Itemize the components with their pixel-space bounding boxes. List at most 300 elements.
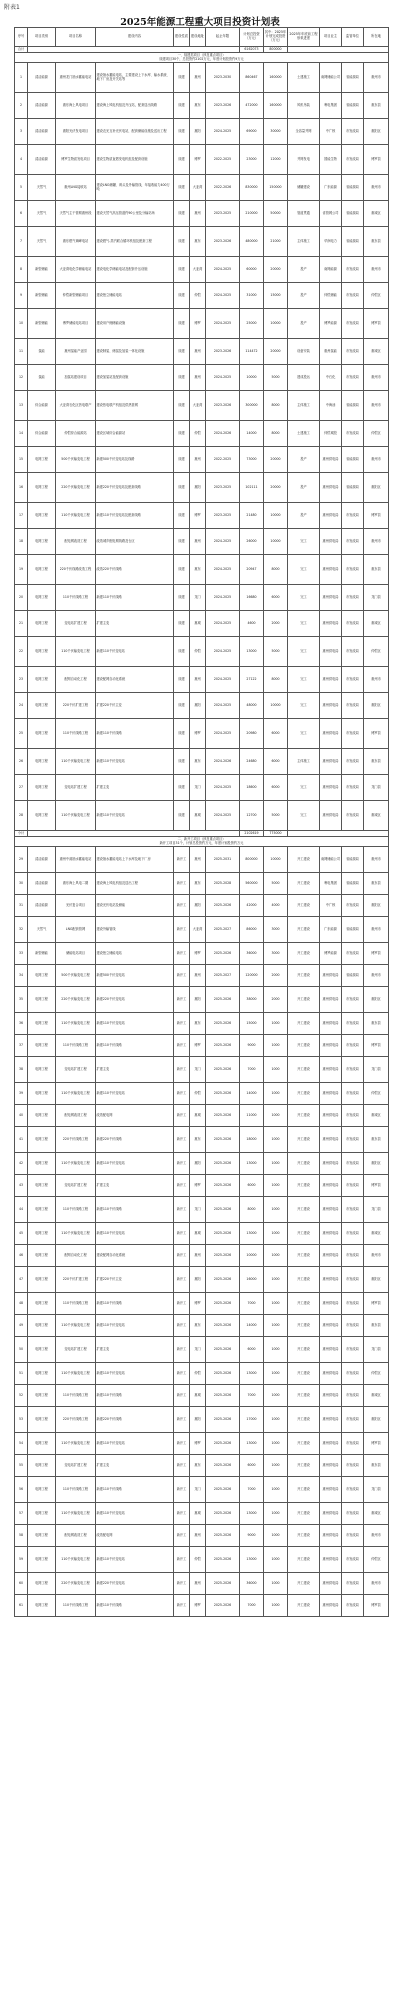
locality: 惠城区 xyxy=(364,1503,389,1525)
project-name: 变电站扩建工程 xyxy=(56,1057,96,1083)
period: 2025-2026 xyxy=(206,1127,240,1153)
construction-nature: 续建 xyxy=(174,447,190,473)
period: 2025-2026 xyxy=(206,1083,240,1105)
period: 2023-2025 xyxy=(206,201,240,227)
table-row xyxy=(15,585,389,611)
table-row xyxy=(15,1573,389,1595)
table-row xyxy=(15,555,389,585)
locality: 惠州市 xyxy=(364,365,389,391)
table-row xyxy=(15,1197,389,1223)
row-number: 59 xyxy=(15,1547,28,1573)
construction-location: 惠城 xyxy=(190,1503,206,1525)
project-owner: 惠州供电局 xyxy=(320,1337,342,1363)
period: 2025-2026 xyxy=(206,1455,240,1477)
project-owner: 惠州供电局 xyxy=(320,1197,342,1223)
project-name: 110千伏线路工程 xyxy=(56,1197,96,1223)
total-investment: 14000 xyxy=(240,1315,264,1337)
column-header: 项目名称 xyxy=(56,28,96,47)
table-row xyxy=(15,1433,389,1455)
progress-2025: 开工建设 xyxy=(288,1153,320,1175)
locality: 仲恺区 xyxy=(364,1363,389,1385)
project-name: 惠州氢能产业园 xyxy=(56,339,96,365)
project-category: 电网工程 xyxy=(28,719,56,749)
construction-nature: 续建 xyxy=(174,63,190,93)
construction-location: 惠东 xyxy=(190,93,206,119)
table-row xyxy=(15,943,389,965)
progress-2025: 完工 xyxy=(288,637,320,667)
supervising-unit: 市发改局 xyxy=(342,1013,364,1035)
project-name: 惠阳光伏发电项目 xyxy=(56,119,96,145)
construction-location: 仲恺 xyxy=(190,637,206,667)
construction-location: 博罗 xyxy=(190,1175,206,1197)
plan-2025: 1000 xyxy=(264,1477,288,1503)
construction-location: 大亚湾 xyxy=(190,391,206,421)
total-investment: 830000 xyxy=(240,175,264,201)
construction-content: 新建110千伏线路 xyxy=(96,1595,174,1617)
table-row xyxy=(15,1105,389,1127)
table-row xyxy=(15,1035,389,1057)
project-name: 变电站扩建工程 xyxy=(56,1455,96,1477)
construction-nature: 新开工 xyxy=(174,1197,190,1223)
table-row xyxy=(15,1293,389,1315)
supervising-unit: 市发改局 xyxy=(342,585,364,611)
progress-2025: 开工建设 xyxy=(288,1455,320,1477)
locality: 仲恺区 xyxy=(364,421,389,447)
supervising-unit: 市发改局 xyxy=(342,1245,364,1267)
construction-nature: 续建 xyxy=(174,257,190,283)
locality: 惠东县 xyxy=(364,555,389,585)
supervising-unit: 省能源局 xyxy=(342,873,364,895)
progress-2025: 开工建设 xyxy=(288,1105,320,1127)
row-number: 54 xyxy=(15,1433,28,1455)
progress-2025: 投产 xyxy=(288,473,320,503)
table-row xyxy=(15,667,389,693)
project-owner: 惠州供电局 xyxy=(320,719,342,749)
plan-2025: 20000 xyxy=(264,473,288,503)
project-name: 变电站扩建工程 xyxy=(56,1337,96,1363)
construction-location: 博罗 xyxy=(190,943,206,965)
locality: 博罗县 xyxy=(364,1595,389,1617)
construction-nature: 新开工 xyxy=(174,1595,190,1617)
total-investment: 10000 xyxy=(240,365,264,391)
total-investment: 7000 xyxy=(240,1595,264,1617)
column-header: 2025年年底前工程形象进度 xyxy=(288,28,320,47)
period: 2023-2025 xyxy=(206,473,240,503)
plan-2025: 1000 xyxy=(264,1363,288,1385)
progress-2025: 开工建设 xyxy=(288,1337,320,1363)
project-category: 天然气 xyxy=(28,175,56,201)
row-number: 32 xyxy=(15,917,28,943)
project-category: 电网工程 xyxy=(28,1267,56,1293)
construction-content: 新建220千伏线路 xyxy=(96,1407,174,1433)
progress-2025: 开工建设 xyxy=(288,1363,320,1385)
locality: 博罗县 xyxy=(364,943,389,965)
project-owner: 惠州供电局 xyxy=(320,1525,342,1547)
project-owner: 惠州供电局 xyxy=(320,1455,342,1477)
total-investment: 480000 xyxy=(240,227,264,257)
plan-2025: 5000 xyxy=(264,365,288,391)
construction-nature: 续建 xyxy=(174,339,190,365)
project-owner: 惠州供电局 xyxy=(320,585,342,611)
project-category: 清洁能源 xyxy=(28,873,56,895)
construction-content: 建设配网自动化系统 xyxy=(96,1245,174,1267)
construction-nature: 续建 xyxy=(174,227,190,257)
supervising-unit: 省能源局 xyxy=(342,473,364,503)
construction-location: 大亚湾 xyxy=(190,175,206,201)
progress-2025: 并网发电 xyxy=(288,145,320,175)
row-number: 6 xyxy=(15,201,28,227)
table-row xyxy=(15,201,389,227)
total-investment: 300000 xyxy=(240,391,264,421)
locality: 惠东县 xyxy=(364,1455,389,1477)
project-name: 110千伏线路工程 xyxy=(56,1477,96,1503)
row-number: 28 xyxy=(15,801,28,831)
construction-location: 惠州 xyxy=(190,63,206,93)
project-name: 加氢站建设项目 xyxy=(56,365,96,391)
project-owner: 惠州供电局 xyxy=(320,1573,342,1595)
construction-location: 博罗 xyxy=(190,1035,206,1057)
period: 2022-2025 xyxy=(206,145,240,175)
progress-2025: 开工建设 xyxy=(288,987,320,1013)
project-category: 电网工程 xyxy=(28,1083,56,1105)
project-name: 110千伏输变电工程 xyxy=(56,1433,96,1455)
project-owner: 惠州供电局 xyxy=(320,611,342,637)
project-owner: 中广核 xyxy=(320,895,342,917)
plan-2025: 50000 xyxy=(264,201,288,227)
progress-2025: 全容量并网 xyxy=(288,119,320,145)
project-owner: 惠州供电局 xyxy=(320,1223,342,1245)
total-investment: 48000 xyxy=(240,693,264,719)
row-number: 40 xyxy=(15,1105,28,1127)
construction-content: 新建220千伏变电站及配套线路 xyxy=(96,473,174,503)
project-owner: 惠州供电局 xyxy=(320,1267,342,1293)
period: 2025-2026 xyxy=(206,1267,240,1293)
locality: 仲恺区 xyxy=(364,1083,389,1105)
supervising-unit: 市发改局 xyxy=(342,987,364,1013)
total-investment: 23000 xyxy=(240,145,264,175)
table-row xyxy=(15,309,389,339)
locality: 龙门县 xyxy=(364,1057,389,1083)
row-number: 30 xyxy=(15,873,28,895)
table-row xyxy=(15,1337,389,1363)
plan-2025: 5000 xyxy=(264,637,288,667)
supervising-unit: 省能源局 xyxy=(342,447,364,473)
construction-location: 龙门 xyxy=(190,585,206,611)
period: 2025-2026 xyxy=(206,1407,240,1433)
progress-2025: 投产 xyxy=(288,309,320,339)
period: 2024-2025 xyxy=(206,775,240,801)
construction-nature: 新开工 xyxy=(174,1455,190,1477)
row-number: 17 xyxy=(15,503,28,529)
project-owner: 粤电集团 xyxy=(320,93,342,119)
period: 2025-2031 xyxy=(206,847,240,873)
construction-location: 惠东 xyxy=(190,1455,206,1477)
progress-2025: 完工 xyxy=(288,585,320,611)
total-investment: 86000 xyxy=(240,917,264,943)
construction-content: 新建110千伏变电站 xyxy=(96,1547,174,1573)
plan-2025: 2000 xyxy=(264,611,288,637)
project-name: 220千伏输变电工程 xyxy=(56,987,96,1013)
locality: 惠城区 xyxy=(364,1385,389,1407)
locality: 龙门县 xyxy=(364,1197,389,1223)
row-number: 45 xyxy=(15,1223,28,1245)
construction-location: 惠东 xyxy=(190,1127,206,1153)
supervising-unit: 市发改局 xyxy=(342,1477,364,1503)
period: 2024-2025 xyxy=(206,365,240,391)
total-investment: 18600 xyxy=(240,775,264,801)
project-name: 110千伏线路工程 xyxy=(56,585,96,611)
progress-2025: 开工建设 xyxy=(288,1525,320,1547)
supervising-unit: 省能源局 xyxy=(342,391,364,421)
period: 2024-2025 xyxy=(206,719,240,749)
project-name: 110千伏线路工程 xyxy=(56,1595,96,1617)
construction-content: 扩建主变 xyxy=(96,1455,174,1477)
period: 2025-2026 xyxy=(206,1245,240,1267)
construction-nature: 续建 xyxy=(174,749,190,775)
locality: 惠城区 xyxy=(364,611,389,637)
construction-content: 新建110千伏变电站 xyxy=(96,1013,174,1035)
period: 2024-2025 xyxy=(206,529,240,555)
project-owner: 省管网公司 xyxy=(320,201,342,227)
row-number: 19 xyxy=(15,555,28,585)
construction-nature: 新开工 xyxy=(174,1105,190,1127)
supervising-unit: 市发改局 xyxy=(342,1315,364,1337)
table-row xyxy=(15,965,389,987)
plan-2025: 6000 xyxy=(264,585,288,611)
construction-nature: 新开工 xyxy=(174,1385,190,1407)
supervising-unit: 市发改局 xyxy=(342,1433,364,1455)
total-investment: 60000 xyxy=(240,257,264,283)
row-number: 16 xyxy=(15,473,28,503)
table-row xyxy=(15,63,389,93)
project-name: 500千伏输变电工程 xyxy=(56,965,96,987)
section-heading: 一、续建类项目（涉及重点项目） xyxy=(177,52,226,57)
construction-content: 新建110千伏变电站 xyxy=(96,1153,174,1175)
column-header: 起止年限 xyxy=(206,28,240,47)
project-category: 氢能 xyxy=(28,365,56,391)
project-name: 220千伏扩建工程 xyxy=(56,693,96,719)
plan-2025: 15000 xyxy=(264,283,288,309)
supervising-unit: 市发改局 xyxy=(342,801,364,831)
construction-content: 新建110千伏线路 xyxy=(96,585,174,611)
period: 2025-2026 xyxy=(206,1503,240,1525)
project-owner: 惠州供电局 xyxy=(320,473,342,503)
construction-content: 建设用户侧储能设施 xyxy=(96,309,174,339)
supervising-unit: 市发改局 xyxy=(342,1407,364,1433)
project-category: 电网工程 xyxy=(28,1503,56,1525)
supervising-unit: 市发改局 xyxy=(342,1595,364,1617)
project-name: 110千伏线路工程 xyxy=(56,1035,96,1057)
supervising-unit: 省能源局 xyxy=(342,63,364,93)
locality: 惠州市 xyxy=(364,391,389,421)
construction-location: 大亚湾 xyxy=(190,257,206,283)
supervising-unit: 市发改局 xyxy=(342,895,364,917)
construction-content: 建设燃气-蒸汽联合循环机组及配套工程 xyxy=(96,227,174,257)
construction-location: 惠东 xyxy=(190,873,206,895)
total-investment: 7000 xyxy=(240,1057,264,1083)
project-name: 光伏复合项目 xyxy=(56,895,96,917)
table-row xyxy=(15,1013,389,1035)
construction-location: 大亚湾 xyxy=(190,917,206,943)
construction-nature: 新开工 xyxy=(174,873,190,895)
construction-location: 仲恺 xyxy=(190,1083,206,1105)
table-row xyxy=(15,447,389,473)
row-number: 35 xyxy=(15,987,28,1013)
supervising-unit: 市发改局 xyxy=(342,1293,364,1315)
construction-location: 惠东 xyxy=(190,749,206,775)
locality: 惠州市 xyxy=(364,257,389,283)
supervising-unit: 市发改局 xyxy=(342,145,364,175)
construction-nature: 新开工 xyxy=(174,1525,190,1547)
locality: 博罗县 xyxy=(364,1035,389,1057)
table-row xyxy=(15,1223,389,1245)
plan-2025: 3000 xyxy=(264,943,288,965)
progress-2025: 开工建设 xyxy=(288,1197,320,1223)
supervising-unit: 市发改局 xyxy=(342,1197,364,1223)
locality: 惠阳区 xyxy=(364,119,389,145)
table-row xyxy=(15,749,389,775)
project-category: 新型储能 xyxy=(28,283,56,309)
construction-content: 建设海上风电机组及送出工程 xyxy=(96,873,174,895)
plan-2025: 1000 xyxy=(264,1455,288,1477)
construction-location: 博罗 xyxy=(190,1433,206,1455)
period: 2025-2028 xyxy=(206,873,240,895)
plan-2025: 1000 xyxy=(264,1197,288,1223)
project-name: 配网自动化工程 xyxy=(56,667,96,693)
project-name: 500千伏输变电工程 xyxy=(56,447,96,473)
supervising-unit: 省能源局 xyxy=(342,965,364,987)
period: 2025-2026 xyxy=(206,1013,240,1035)
construction-content: 新建110千伏变电站及配套线路 xyxy=(96,503,174,529)
project-owner: 惠州供电局 xyxy=(320,1363,342,1385)
project-owner: 仲恺储能 xyxy=(320,283,342,309)
table-row xyxy=(15,529,389,555)
construction-content: 建设加氢站及配套设施 xyxy=(96,365,174,391)
total-investment: 13000 xyxy=(240,1503,264,1525)
construction-location: 惠城 xyxy=(190,1385,206,1407)
row-number: 21 xyxy=(15,611,28,637)
row-number: 18 xyxy=(15,529,28,555)
row-number: 13 xyxy=(15,391,28,421)
plan-2025: 2000 xyxy=(264,987,288,1013)
project-name: 变电站扩建工程 xyxy=(56,611,96,637)
progress-2025: 开工建设 xyxy=(288,1013,320,1035)
project-name: 110千伏输变电工程 xyxy=(56,1083,96,1105)
construction-content: 新建110千伏变电站 xyxy=(96,1083,174,1105)
table-row xyxy=(15,1245,389,1267)
construction-content: 改造城乡配电网线路及台区 xyxy=(96,529,174,555)
table-title: 2025年能源工程重大项目投资计划表 xyxy=(120,17,280,28)
project-category: 电网工程 xyxy=(28,447,56,473)
supervising-unit: 市发改局 xyxy=(342,309,364,339)
construction-content: 新建500千伏变电站及线路 xyxy=(96,447,174,473)
progress-2025: 开工建设 xyxy=(288,1385,320,1407)
locality: 惠城区 xyxy=(364,1223,389,1245)
plan-2025: 1000 xyxy=(264,1175,288,1197)
table-row xyxy=(15,1595,389,1617)
locality: 惠州市 xyxy=(364,1573,389,1595)
construction-content: 新建110千伏变电站 xyxy=(96,1223,174,1245)
supervising-unit: 市发改局 xyxy=(342,1337,364,1363)
project-name: 110千伏输变电工程 xyxy=(56,801,96,831)
column-header: 所在地 xyxy=(364,28,389,47)
total-investment: 6000 xyxy=(240,1455,264,1477)
construction-nature: 新开工 xyxy=(174,965,190,987)
plan-2025: 10000 xyxy=(264,529,288,555)
supervising-unit: 市发改局 xyxy=(342,1223,364,1245)
construction-content: 改造220千伏线路 xyxy=(96,555,174,585)
row-number: 38 xyxy=(15,1057,28,1083)
total-investment: 13000 xyxy=(240,1153,264,1175)
section-heading-row xyxy=(15,53,389,63)
locality: 惠城区 xyxy=(364,801,389,831)
row-number: 57 xyxy=(15,1503,28,1525)
project-owner: 惠州氢能 xyxy=(320,339,342,365)
plan-2025: 150000 xyxy=(264,175,288,201)
progress-2025: 完工 xyxy=(288,529,320,555)
project-category: 综合能源 xyxy=(28,391,56,421)
construction-nature: 续建 xyxy=(174,801,190,831)
row-number: 46 xyxy=(15,1245,28,1267)
construction-nature: 新开工 xyxy=(174,1315,190,1337)
project-name: 配网自动化工程 xyxy=(56,1245,96,1267)
project-name: 110千伏输变电工程 xyxy=(56,1547,96,1573)
total-investment: 14000 xyxy=(240,421,264,447)
period: 2025-2026 xyxy=(206,1315,240,1337)
period: 2025-2026 xyxy=(206,1433,240,1455)
total-investment: 472000 xyxy=(240,93,264,119)
total-investment: 14000 xyxy=(240,1083,264,1105)
construction-location: 惠城 xyxy=(190,1105,206,1127)
project-owner: 惠州供电局 xyxy=(320,1153,342,1175)
row-number: 52 xyxy=(15,1385,28,1407)
table-row xyxy=(15,873,389,895)
project-name: 仲恺综合能源站 xyxy=(56,421,96,447)
project-category: 清洁能源 xyxy=(28,847,56,873)
project-name: 配电网改造工程 xyxy=(56,1525,96,1547)
period: 2023-2026 xyxy=(206,227,240,257)
progress-2025: 开工建设 xyxy=(288,965,320,987)
attachment-label: 附表1 xyxy=(4,4,20,11)
table-row xyxy=(15,145,389,175)
table-row xyxy=(15,1127,389,1153)
progress-2025: 投产 xyxy=(288,283,320,309)
progress-2025: 设备安装 xyxy=(288,339,320,365)
supervising-unit: 省能源局 xyxy=(342,847,364,873)
construction-content: 扩建主变 xyxy=(96,611,174,637)
plan-2025: 20000 xyxy=(264,339,288,365)
progress-2025: 完工 xyxy=(288,719,320,749)
column-header: 建设性质 xyxy=(174,28,190,47)
project-category: 电网工程 xyxy=(28,1035,56,1057)
supervising-unit: 市发改局 xyxy=(342,1175,364,1197)
total-investment: 120000 xyxy=(240,965,264,987)
total-investment: 102111 xyxy=(240,473,264,503)
plan-2025: 10000 xyxy=(264,847,288,873)
row-number: 49 xyxy=(15,1315,28,1337)
column-header: 项目业主 xyxy=(320,28,342,47)
period: 2025-2026 xyxy=(206,1573,240,1595)
total-investment: 13000 xyxy=(240,1363,264,1385)
row-number: 47 xyxy=(15,1267,28,1293)
construction-nature: 续建 xyxy=(174,365,190,391)
construction-content: 建设抽水蓄能电站上下水库及地下厂房 xyxy=(96,847,174,873)
project-category: 电网工程 xyxy=(28,1153,56,1175)
locality: 惠东县 xyxy=(364,93,389,119)
project-owner: 惠州供电局 xyxy=(320,1035,342,1057)
locality: 惠州市 xyxy=(364,917,389,943)
progress-2025: 完工 xyxy=(288,693,320,719)
